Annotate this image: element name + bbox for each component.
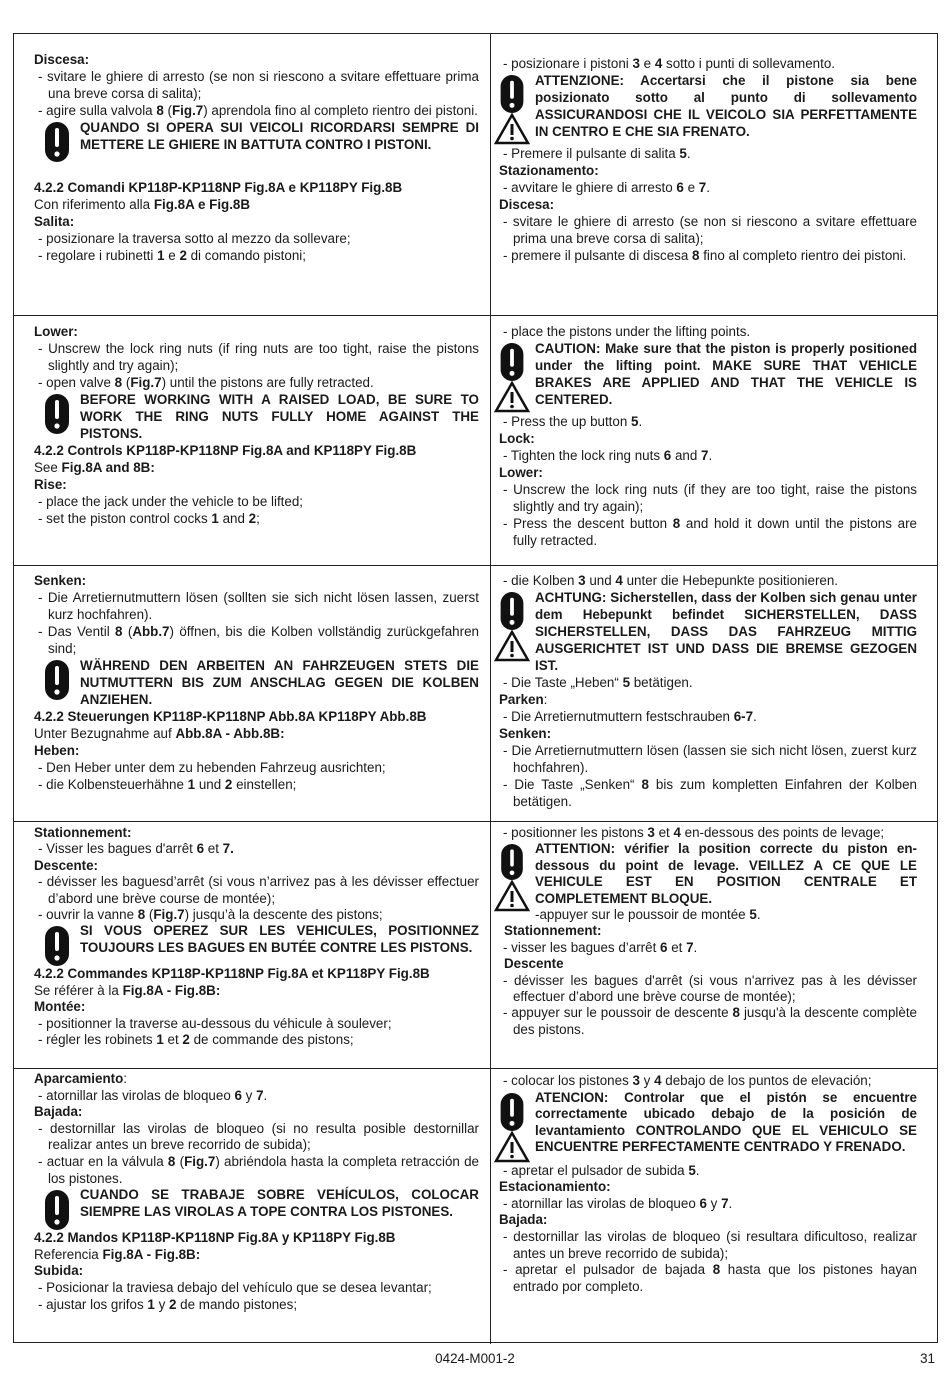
warning-text: CUANDO SE TRABAJE SOBRE VEHÍCULOS, COLOCAR SIEMPRE LAS VIROLAS A TOPE CONTRA LOS PISTONES. bbox=[80, 1187, 479, 1219]
list-item: - appuyer sur le poussoir de descente 8 jusqu'à la descente complète des pistons. bbox=[502, 1005, 917, 1037]
list-item: - apretar el pulsador de subida 5. bbox=[502, 1162, 700, 1178]
list-item: - agire sulla valvola 8 (Fig.7) aprendola fino al completo rientro dei pistoni. bbox=[38, 103, 478, 118]
list-item: - set the piston control cocks 1 and 2; bbox=[38, 511, 260, 526]
warning-text: ATENCION: Controlar que el pistón se encuentre correctamente ubicado debajo de la posición de levantamiento CONTROLANDO QUE EL VEHICULO SE ENCUENTRE PERFECTAMENTE CENTRADO Y FRENADO. bbox=[534, 1089, 917, 1155]
exclamation-circle-icon bbox=[42, 660, 72, 700]
heading-subida: Subida: bbox=[34, 1263, 84, 1279]
list-item: - avvitare le ghiere di arresto 6 e 7. bbox=[502, 180, 710, 195]
list-item: - atornillar las virolas de bloqueo 6 y 7. bbox=[38, 1087, 268, 1103]
reference-text: See Fig.8A and 8B: bbox=[34, 460, 155, 475]
list-item: - colocar los pistones 3 y 4 debajo de los puntos de elevación; bbox=[502, 1073, 872, 1088]
list-item: - destornillar las virolas de bloqueo (si no resulta posible destornillar realizar antes un breve recorrido de subida); bbox=[38, 1120, 479, 1153]
warning-block bbox=[34, 1187, 479, 1230]
section-heading: 4.2.2 Commandes KP118P-KP118NP Fig.8A et KP118PY Fig.8B bbox=[34, 966, 430, 982]
exclamation-circle-icon bbox=[497, 343, 527, 381]
heading-estacionamiento: Estacionamiento: bbox=[498, 1179, 611, 1195]
warning-text: WÄHREND DEN ARBEITEN AN FAHRZEUGEN STETS DIE NUTMUTTERN BIS ZUM ANSCHLAG GEGEN DIE KOLBEN ANZIEHEN. bbox=[80, 658, 479, 707]
list-item: - Die Taste „Senken“ 8 bis zum kompletten Einfahren der Kolben betätigen. bbox=[502, 777, 917, 809]
warning-text: CAUTION: Make sure that the piston is properly positioned under the lifting point. MAKE SURE THAT VEHICLE BRAKES ARE APPLIED AND THAT THE VEHICLE IS CENTERED. bbox=[534, 341, 917, 407]
reference-text: Con riferimento alla Fig.8A e Fig.8B bbox=[34, 197, 251, 212]
exclamation-circle-icon bbox=[42, 122, 72, 162]
list-item: - ouvrir la vanne 8 (Fig.7) jusqu’à la descente des pistons; bbox=[38, 907, 383, 923]
section-german bbox=[14, 566, 937, 822]
list-item: - place the jack under the vehicle to be lifted; bbox=[38, 494, 303, 509]
document-code: 0424-M001-2 bbox=[435, 1351, 515, 1366]
list-item: - premere il pulsante di discesa 8 fino al completo rientro dei pistoni. bbox=[502, 248, 907, 263]
list-item: -appuyer sur le poussoir de montée 5. bbox=[534, 907, 761, 923]
warning-text: ATTENTION: vérifier la position correcte du piston en-dessous du point de levage. VEILLEZ A CE QUE LE VEHICULE EST EN POSITION CENTRALE ET COMPLETEMENT BLOQUE. bbox=[534, 841, 917, 906]
section-heading: 4.2.2 Controls KP118P-KP118NP Fig.8A and KP118PY Fig.8B bbox=[34, 443, 417, 458]
list-item: - Press the up button 5. bbox=[502, 414, 643, 429]
warning-triangle-icon bbox=[494, 1131, 530, 1163]
list-item: - régler les robinets 1 et 2 de commande des pistons; bbox=[38, 1032, 354, 1048]
list-item: - Den Heber unter dem zu hebenden Fahrzeug ausrichten; bbox=[38, 760, 386, 775]
warning-triangle-icon bbox=[494, 113, 530, 145]
section-french bbox=[14, 822, 937, 1069]
heading-parken: Parken: bbox=[498, 692, 548, 707]
warning-text: QUANDO SI OPERA SUI VEICOLI RICORDARSI SEMPRE DI METTERE LE GHIERE IN BATTUTA CONTRO I PISTONI. bbox=[80, 120, 479, 152]
list-item: - ajustar los grifos 1 y 2 de mando pistones; bbox=[38, 1296, 298, 1312]
list-item: - destornillar las virolas de bloqueo (si resultara dificultoso, realizar antes un breve recorrido de subida); bbox=[502, 1228, 917, 1261]
warning-block bbox=[489, 589, 917, 674]
exclamation-circle-icon bbox=[42, 926, 72, 966]
list-item: - svitare le ghiere di arresto (se non si riescono a svitare effettuare prima una breve corsa di salita); bbox=[502, 214, 917, 246]
list-item: - Die Arretiernutmuttern lösen (lassen sie sich nicht lösen, zuerst kurz hochfahren). bbox=[502, 743, 917, 775]
list-item: - actuar en la válvula 8 (Fig.7) abriéndola hasta la completa retracción de los pistones. bbox=[38, 1153, 479, 1186]
reference-text: Se référer à la Fig.8A - Fig.8B: bbox=[34, 982, 221, 998]
section-heading: 4.2.2 Mandos KP118P-KP118NP Fig.8A y KP118PY Fig.8B bbox=[34, 1230, 396, 1246]
list-item: - posizionare la traversa sotto al mezzo da sollevare; bbox=[38, 231, 351, 246]
warning-triangle-icon bbox=[494, 630, 530, 662]
list-item: - dévisser les bagues d'arrêt (si vous n'arrivez pas à les dévisser effectuer d’abord une brève course de montée); bbox=[502, 972, 917, 1005]
list-item: - Visser les bagues d'arrêt 6 et 7. bbox=[38, 841, 234, 857]
heading-lock: Lock: bbox=[498, 431, 535, 446]
reference-text: Referencia Fig.8A - Fig.8B: bbox=[34, 1246, 201, 1262]
heading-lower: Lower: bbox=[498, 465, 543, 480]
exclamation-circle-icon bbox=[497, 1093, 527, 1131]
list-item: - Premere il pulsante di salita 5. bbox=[502, 146, 691, 161]
warning-block bbox=[489, 340, 917, 413]
list-item: - Die Arretiernutmuttern lösen (sollten sie sich nicht lösen lassen, zuerst kurz hochfahren). bbox=[38, 590, 479, 622]
page-number: 31 bbox=[920, 1351, 935, 1366]
heading-heben: Heben: bbox=[34, 743, 80, 758]
section-italian bbox=[14, 34, 937, 316]
section-heading: 4.2.2 Steuerungen KP118P-KP118NP Abb.8A KP118PY Abb.8B bbox=[34, 709, 427, 724]
warning-block bbox=[34, 119, 479, 162]
warning-triangle-icon bbox=[494, 381, 530, 413]
list-item: - positionner la traverse au-dessous du véhicule à soulever; bbox=[38, 1015, 392, 1031]
list-item: - regolare i rubinetti 1 e 2 di comando pistoni; bbox=[38, 248, 306, 263]
heading-bajada: Bajada: bbox=[498, 1212, 548, 1228]
list-item: - die Kolben 3 und 4 unter die Hebepunkte positionieren. bbox=[502, 573, 839, 588]
list-item: - Tighten the lock ring nuts 6 and 7. bbox=[502, 448, 713, 463]
heading-montee: Montée: bbox=[34, 999, 86, 1015]
list-item: - place the pistons under the lifting points. bbox=[502, 324, 751, 339]
heading-aparcamiento: Aparcamiento: bbox=[34, 1071, 128, 1086]
exclamation-circle-icon bbox=[42, 1190, 72, 1230]
warning-text: ATTENZIONE: Accertarsi che il pistone sia bene posizionato sotto al punto di sollevamento ASSICURANDOSI CHE IL VEICOLO SIA PERFETTAMENTE IN CENTRO E CHE SIA FRENATO. bbox=[534, 73, 917, 139]
warning-text: BEFORE WORKING WITH A RAISED LOAD, BE SURE TO WORK THE RING NUTS FULLY HOME AGAINST THE PISTONS. bbox=[80, 392, 479, 441]
list-item: - posizionare i pistoni 3 e 4 sotto i punti di sollevamento. bbox=[502, 56, 835, 71]
heading-rise: Rise: bbox=[34, 477, 67, 492]
list-item: - Unscrew the lock ring nuts (if ring nuts are too tight, raise the pistons slightly and try again); bbox=[38, 341, 479, 373]
reference-text: Unter Bezugnahme auf Abb.8A - Abb.8B: bbox=[34, 726, 285, 741]
list-item: - positionner les pistons 3 et 4 en-dessous des points de levage; bbox=[502, 825, 885, 840]
section-heading: 4.2.2 Comandi KP118P-KP118NP Fig.8A e KP118PY Fig.8B bbox=[34, 180, 403, 195]
warning-triangle-icon bbox=[494, 880, 530, 912]
list-item: - atornillar las virolas de bloqueo 6 y 7. bbox=[502, 1195, 733, 1211]
heading-discesa: Discesa: bbox=[498, 197, 555, 212]
heading-descente: Descente bbox=[503, 956, 564, 972]
list-item: - Press the descent button 8 and hold it down until the pistons are fully retracted. bbox=[502, 516, 917, 548]
list-item: - Das Ventil 8 (Abb.7) öffnen, bis die Kolben vollständig zurückgefahren sind; bbox=[38, 624, 479, 656]
heading-bajada: Bajada: bbox=[34, 1104, 83, 1120]
heading-descente: Descente: bbox=[34, 857, 99, 873]
warning-block bbox=[34, 657, 479, 708]
warning-text: SI VOUS OPEREZ SUR LES VEHICULES, POSITIONNEZ TOUJOURS LES BAGUES EN BUTÉE CONTRE LES PISTONS. bbox=[80, 923, 479, 955]
exclamation-circle-icon bbox=[42, 394, 72, 434]
list-item: - Posicionar la traviesa debajo del vehículo que se desea levantar; bbox=[38, 1279, 432, 1295]
heading-senken: Senken: bbox=[498, 726, 552, 741]
section-english bbox=[14, 316, 937, 566]
heading-stationnement: Stationnement: bbox=[34, 825, 132, 840]
heading-senken: Senken: bbox=[34, 573, 87, 588]
list-item: - svitare le ghiere di arresto (se non si riescono a svitare effettuare prima una breve corsa di salita); bbox=[38, 69, 479, 101]
warning-block bbox=[489, 841, 917, 923]
heading-stationnement: Stationnement: bbox=[503, 923, 602, 939]
list-item: - Die Arretiernutmuttern festschrauben 6-7. bbox=[502, 709, 757, 724]
list-item: - apretar el pulsador de bajada 8 hasta que los pistones hayan entrado por completo. bbox=[502, 1262, 917, 1294]
list-item: - Die Taste „Heben“ 5 betätigen. bbox=[502, 675, 693, 690]
warning-block bbox=[489, 72, 917, 145]
heading-discesa: Discesa: bbox=[34, 52, 90, 67]
warning-block bbox=[34, 923, 479, 966]
list-item: - visser les bagues d’arrêt 6 et 7. bbox=[502, 939, 698, 955]
list-item: - open valve 8 (Fig.7) until the pistons are fully retracted. bbox=[38, 375, 374, 390]
exclamation-circle-icon bbox=[497, 844, 527, 880]
page-frame bbox=[13, 33, 938, 1343]
exclamation-circle-icon bbox=[497, 75, 527, 113]
list-item: - die Kolbensteuerhähne 1 und 2 einstellen; bbox=[38, 777, 297, 792]
exclamation-circle-icon bbox=[497, 592, 527, 630]
warning-block bbox=[34, 391, 479, 442]
warning-block bbox=[489, 1090, 917, 1163]
heading-stazionamento: Stazionamento: bbox=[498, 163, 599, 178]
section-spanish bbox=[14, 1069, 937, 1344]
list-item: - Unscrew the lock ring nuts (if they are too tight, raise the pistons slightly and try again); bbox=[502, 482, 917, 514]
heading-lower: Lower: bbox=[34, 324, 78, 339]
heading-salita: Salita: bbox=[34, 214, 75, 229]
list-item: - dévisser les baguesd’arrêt (si vous n’arrivez pas à les dévisser effectuer d’abord une brève course de montée); bbox=[38, 874, 479, 906]
warning-text: ACHTUNG: Sicherstellen, dass der Kolben sich genau unter dem Hebepunkt befindet SICHERSTELLEN, DASS SICHERSTELLEN, DASS DAS FAHRZEUG MITTIG AUSGERICHTET IST UND DASS DIE BREMSE GEZOGEN IST. bbox=[534, 590, 917, 673]
